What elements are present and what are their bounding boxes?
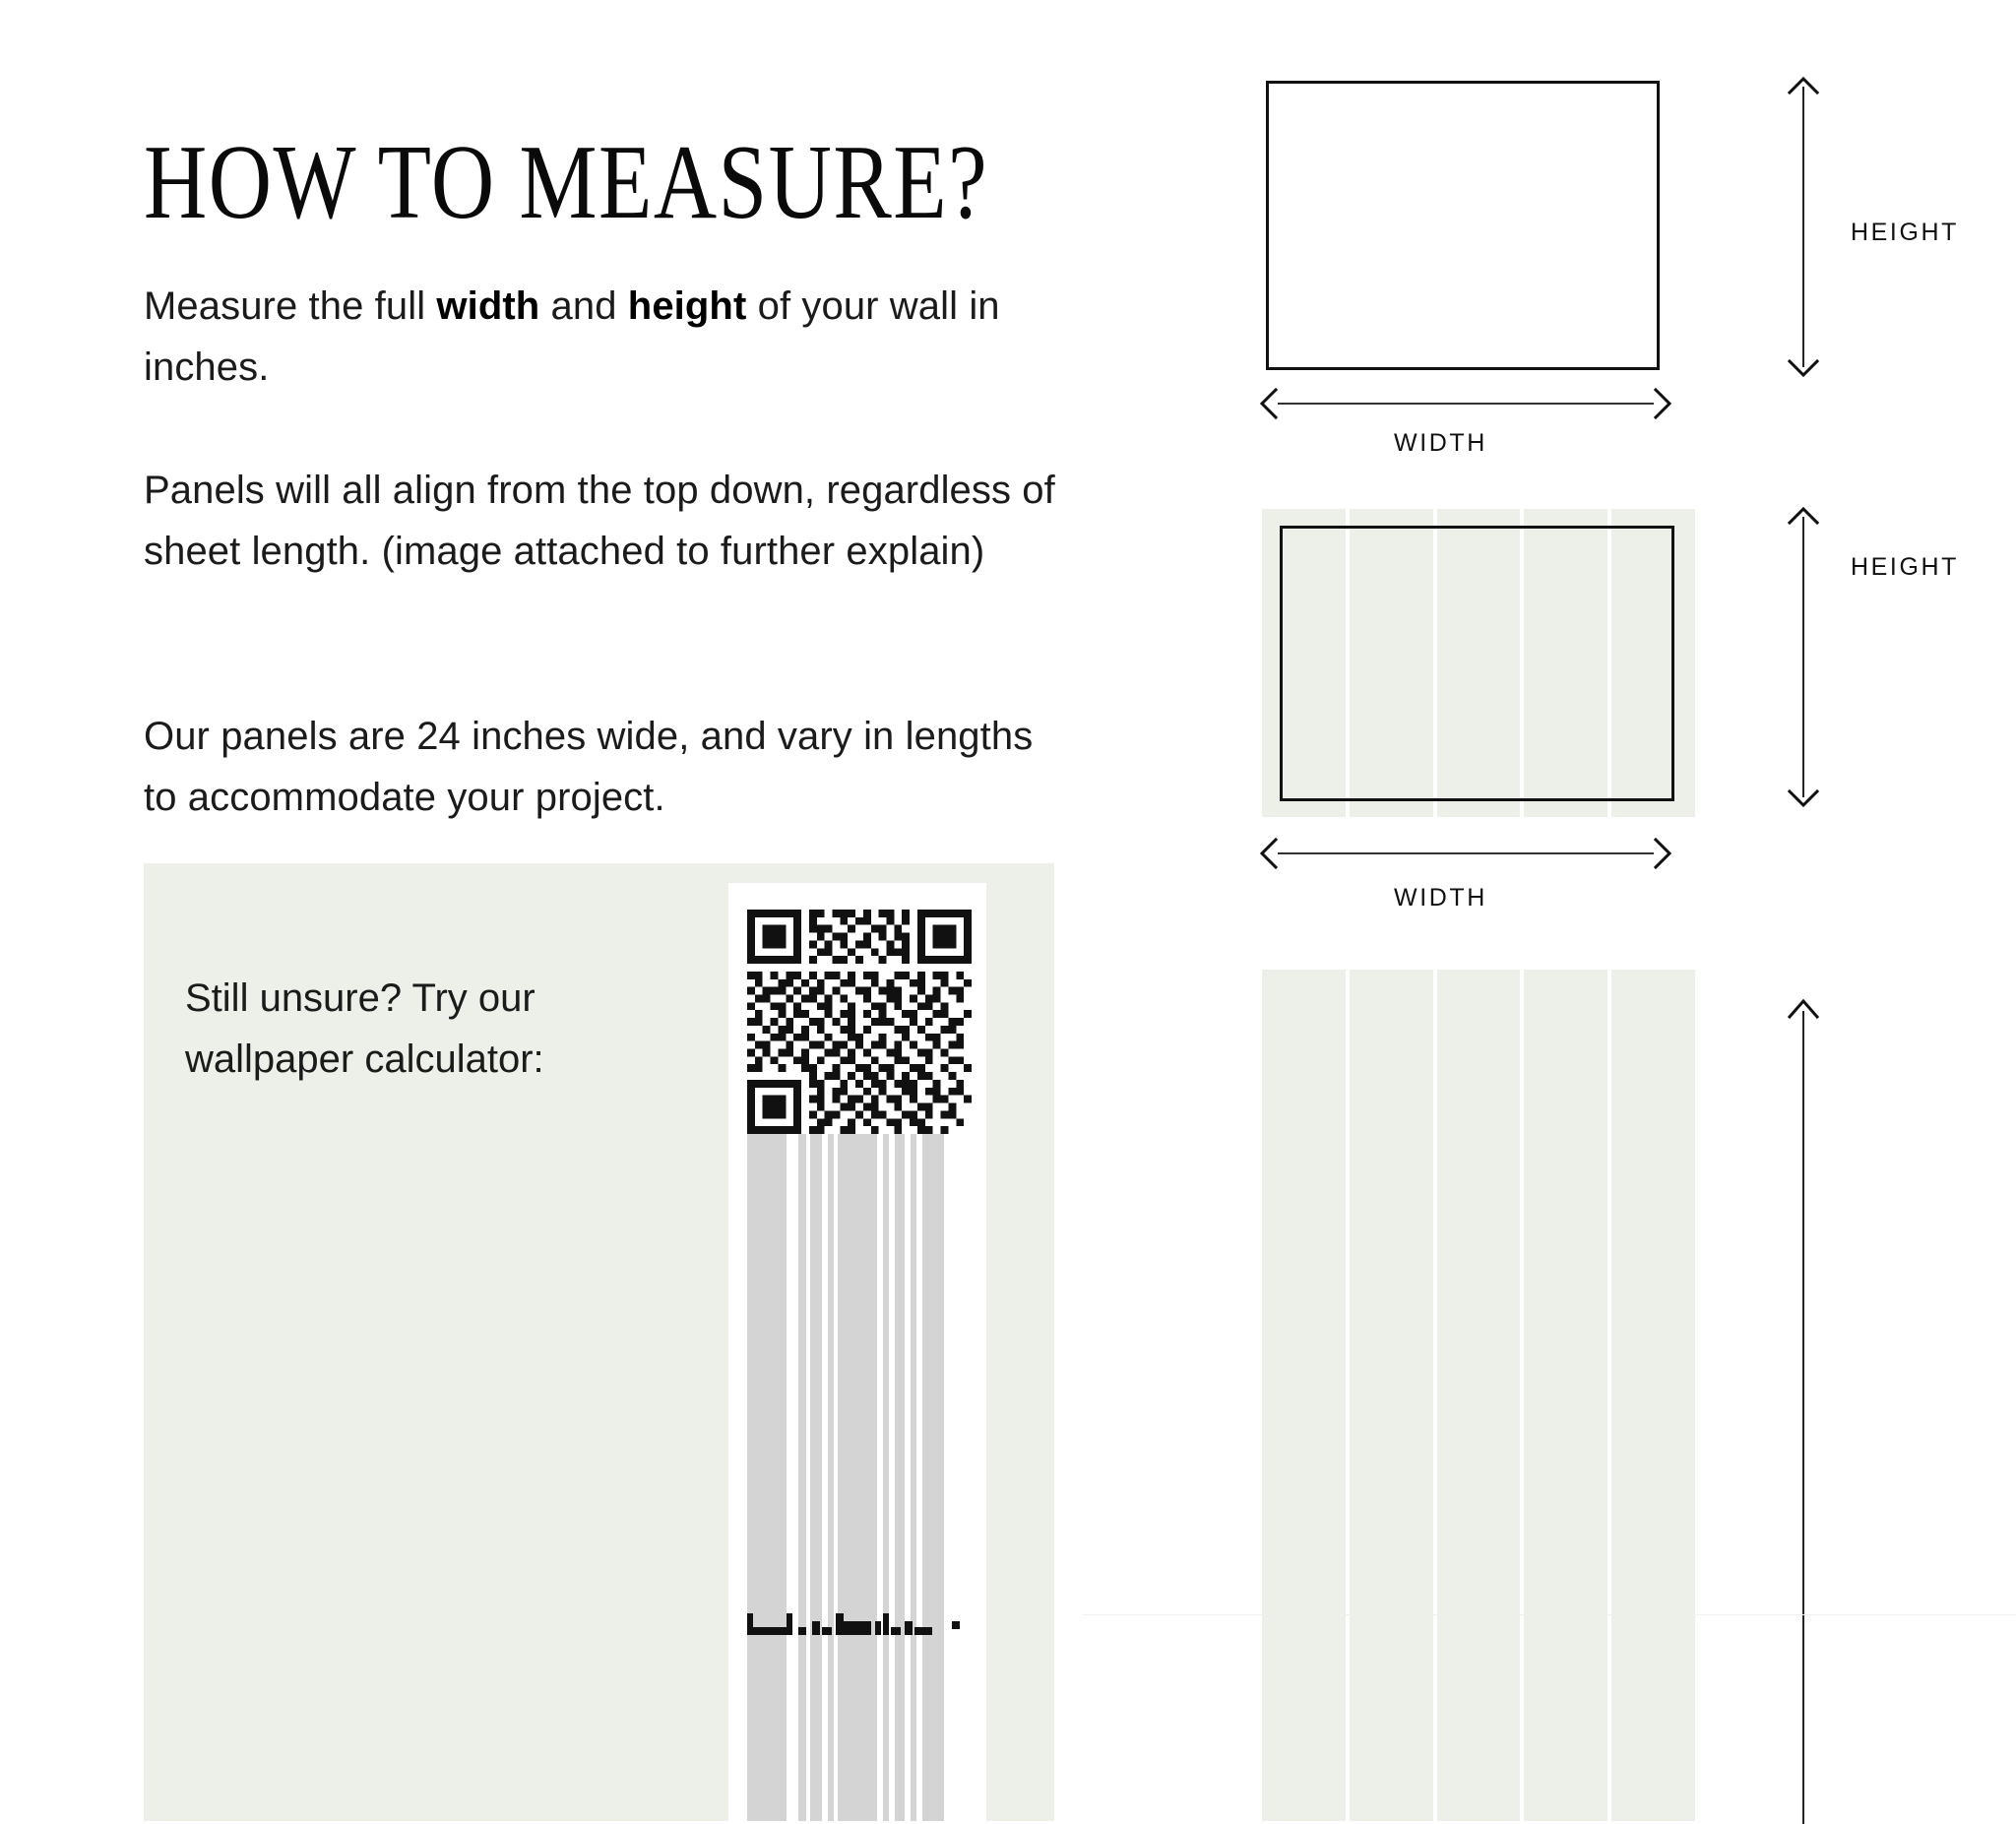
panel-alignment-paragraph: Panels will all align from the top down, regardless of sheet length. (image attached to further explain): [144, 469, 1055, 573]
page-title: HOW TO MEASURE?: [144, 123, 989, 242]
paragraph-1-bold-width: width: [436, 284, 540, 328]
paneled-wall-outline: [1280, 526, 1674, 801]
measure-instructions-paragraph: [144, 276, 1069, 398]
wallpaper-calculator-prompt: Still unsure? Try our wallpaper calculator:: [185, 976, 544, 1081]
panel-strip: [1262, 970, 1346, 1821]
plain-wall-width-label: WIDTH: [1394, 429, 1487, 457]
paragraph-1-post: of your wall in inches.: [144, 284, 1000, 389]
plain-wall-outline: [1266, 81, 1660, 370]
width-arrow-icon: [1260, 832, 1673, 875]
wallpaper-calculator-promo-box: [144, 863, 1054, 1821]
paragraph-1-mid: and: [539, 284, 628, 328]
long-panel-strips: [1262, 970, 1695, 1821]
width-arrow-icon: [1260, 382, 1673, 425]
qr-render-smear: [747, 1134, 972, 1821]
panel-strip: [1611, 970, 1695, 1821]
diagram-paneled-wall: [1102, 438, 2016, 920]
paragraph-1-pre: Measure the full: [144, 284, 437, 328]
height-arrow-icon: [1782, 77, 1825, 377]
measurement-diagrams-column: [1102, 0, 2016, 1821]
height-arrow-icon: [1782, 997, 1825, 1824]
paneled-wall-height-label: HEIGHT: [1851, 553, 1960, 581]
panel-strip: [1524, 970, 1607, 1821]
panel-dimensions-paragraph: Our panels are 24 inches wide, and vary in lengths to accommodate your project.: [144, 715, 1034, 819]
diagram-long-panels: [1102, 970, 2016, 1821]
panel-strip: [1350, 970, 1433, 1821]
plain-wall-height-label: HEIGHT: [1851, 219, 1960, 246]
faint-horizontal-rule: [1083, 1614, 2016, 1615]
qr-code-icon[interactable]: [747, 910, 972, 1134]
panel-strip: [1437, 970, 1521, 1821]
diagram-plain-wall: [1102, 0, 2016, 463]
paneled-wall-width-label: WIDTH: [1394, 884, 1487, 912]
qr-row-fragment: [747, 1613, 972, 1635]
paragraph-1-bold-height: height: [627, 284, 747, 328]
height-arrow-icon: [1782, 507, 1825, 807]
